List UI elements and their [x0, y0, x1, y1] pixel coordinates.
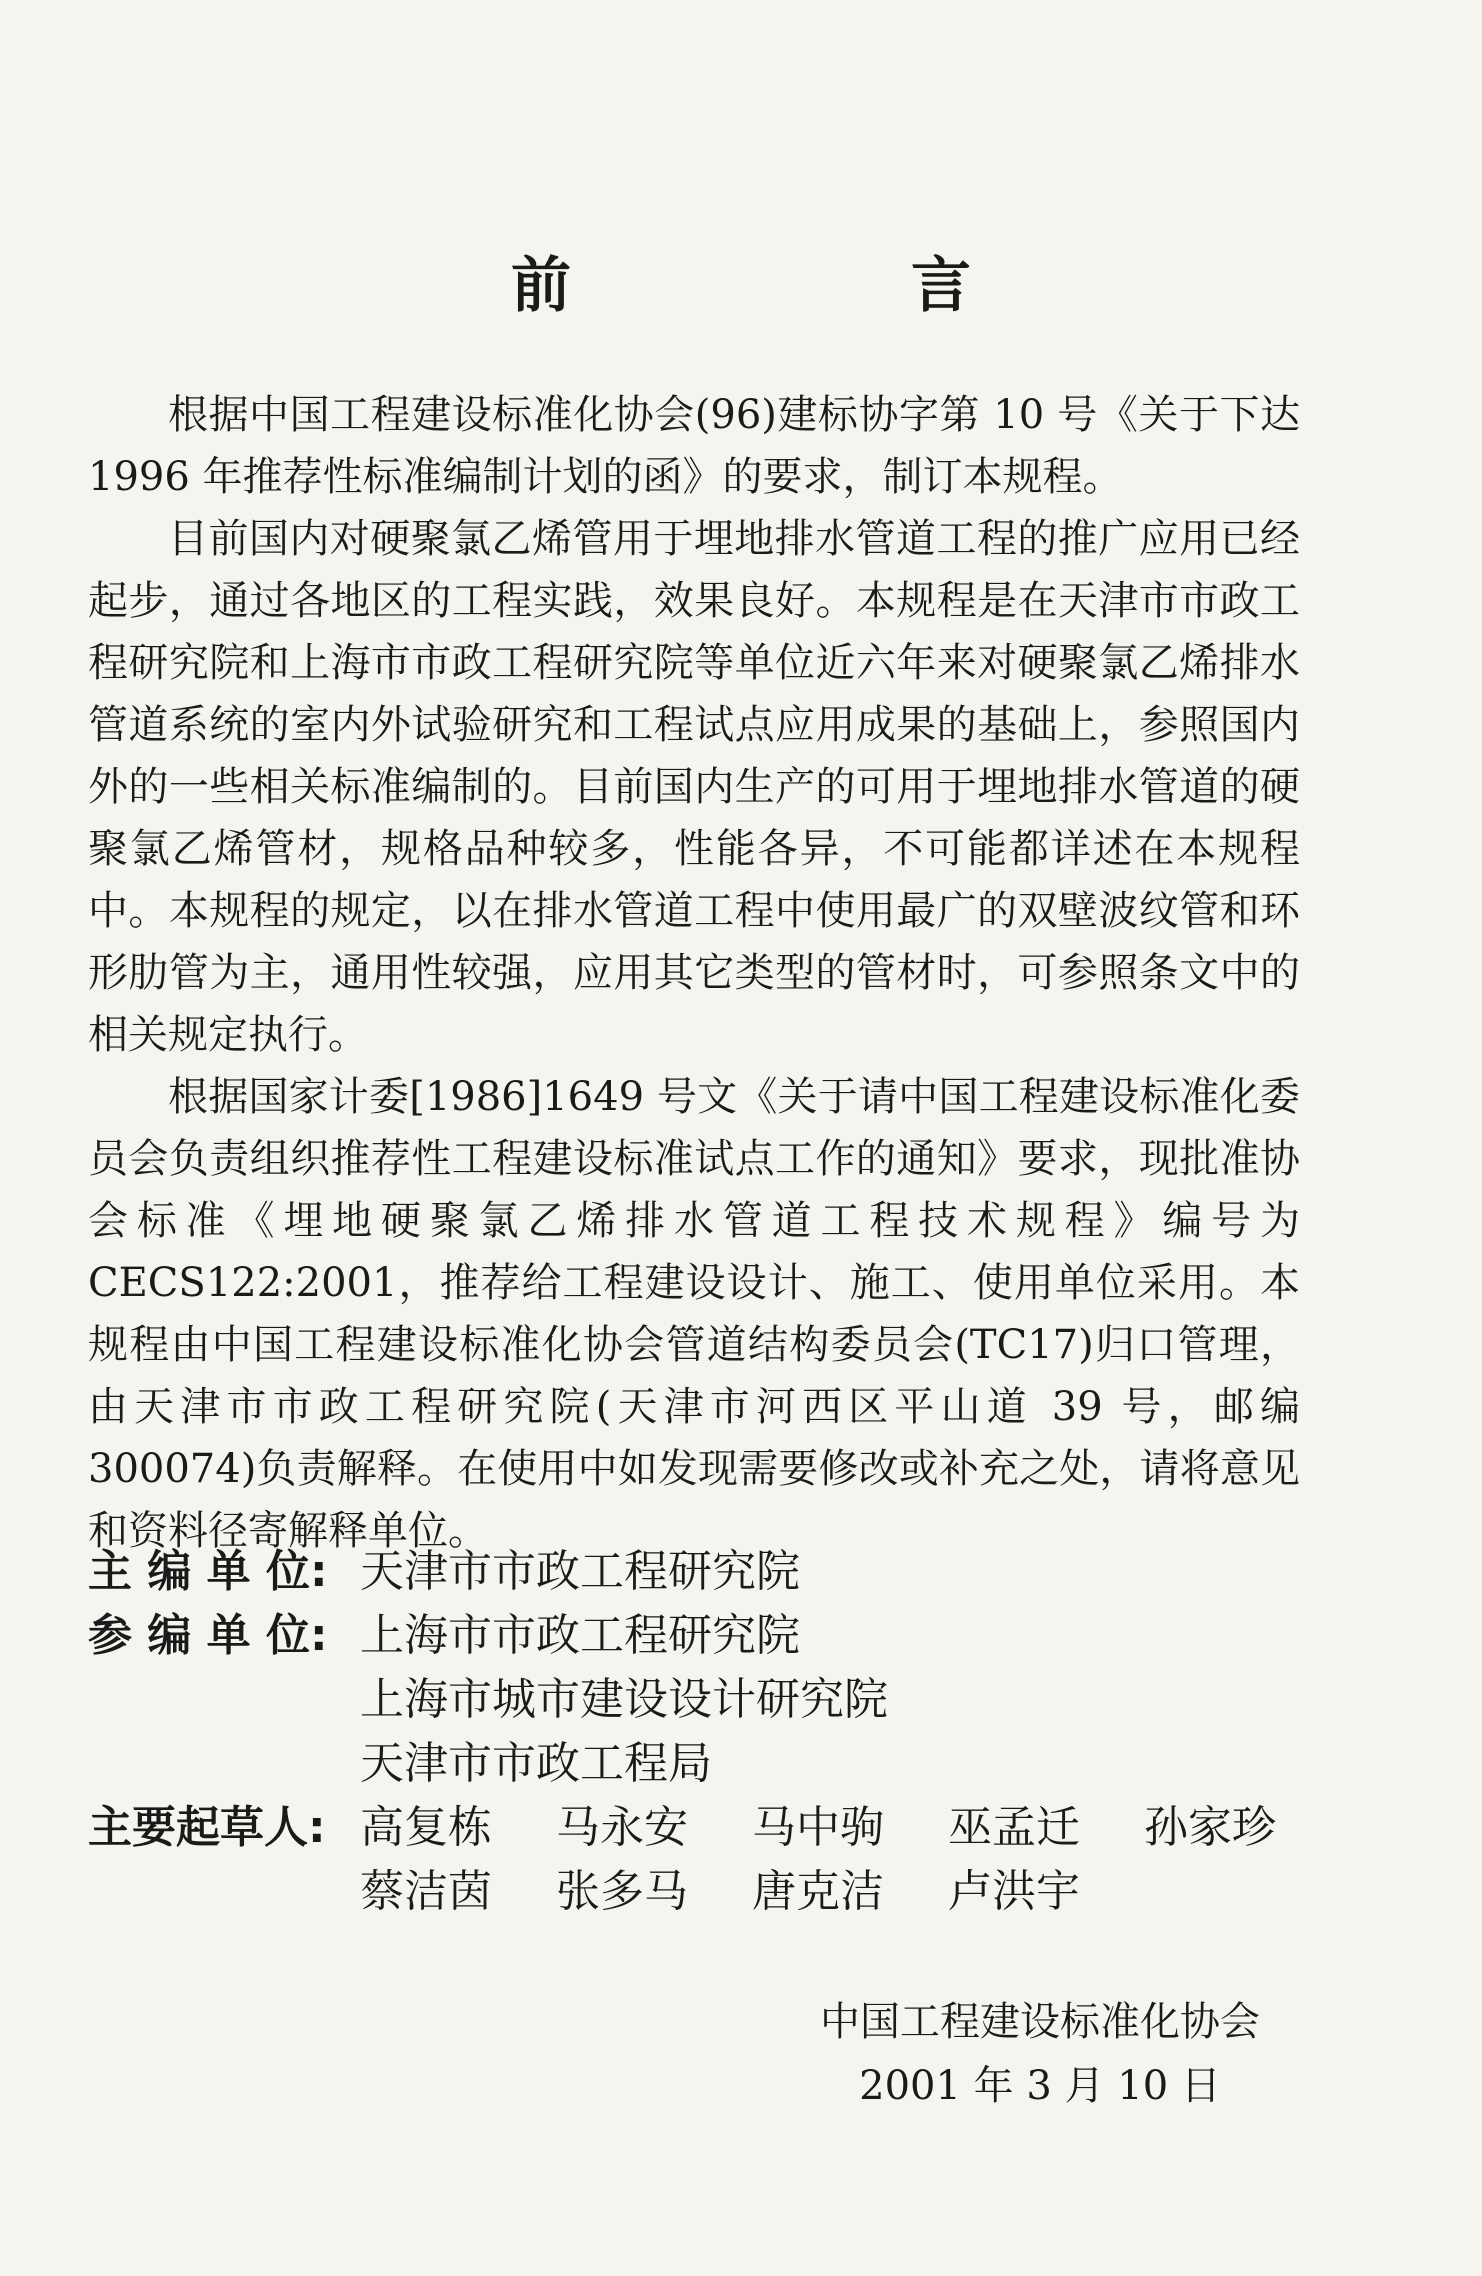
- participant-unit-values: [360, 1604, 1348, 1796]
- participant-unit: 上海市城市建设设计研究院: [360, 1674, 888, 1725]
- participant-unit: 天津市市政工程局: [360, 1738, 712, 1789]
- chief-unit-row: [88, 1540, 1348, 1604]
- drafter-name: 高复栋: [360, 1802, 492, 1853]
- issue-date: 2001 年 3 月 10 日: [859, 2063, 1221, 2109]
- paragraph-1: 根据中国工程建设标准化协会(96)建标协字第 10 号《关于下达 1996 年推荐性标准编制计划的函》的要求，制订本规程。: [88, 392, 1300, 500]
- page-title: 前 言: [511, 251, 1111, 321]
- chief-unit: 天津市市政工程研究院: [360, 1546, 800, 1597]
- drafter-name: 卢洪宇: [948, 1866, 1080, 1917]
- drafters-label: 主要起草人:: [88, 1802, 326, 1853]
- paragraph-3: 根据国家计委[1986]1649 号文《关于请中国工程建设标准化委员会负责组织推荐性工程建设标准试点工作的通知》要求，现批准协会标准《埋地硬聚氯乙烯排水管道工程技术规程》编号为 CECS122:2001，推荐给工程建设设计、施工、使用单位采用。本规程由中国工程建设标准化协会管道结构委员会(TC17)归口管理，由天津市市政工程研究院(天津市河西区平山道 39 号，邮编 300074)负责解释。在使用中如发现需要修改或补充之处，请将意见和资料径寄解释单位。: [88, 1074, 1300, 1554]
- signature-block: [780, 1990, 1300, 2118]
- drafter-name: 巫孟迁: [948, 1802, 1080, 1853]
- drafters-row: [88, 1796, 1348, 1924]
- participant-unit-row: [88, 1604, 1348, 1796]
- foreword-body: [88, 384, 1300, 1562]
- participant-unit: 上海市市政工程研究院: [360, 1610, 800, 1661]
- issuing-organization: 中国工程建设标准化协会: [820, 1999, 1260, 2045]
- drafter-name: 张多马: [556, 1866, 688, 1917]
- participant-unit-label: 参 编 单 位:: [88, 1610, 328, 1661]
- drafter-name: 唐克洁: [752, 1866, 884, 1917]
- drafter-name: 孙家珍: [1144, 1802, 1276, 1853]
- drafter-name: 蔡洁茵: [360, 1866, 492, 1917]
- chief-unit-label: 主 编 单 位:: [88, 1546, 328, 1597]
- drafter-name: 马永安: [556, 1802, 688, 1853]
- paragraph-2: 目前国内对硬聚氯乙烯管用于埋地排水管道工程的推广应用已经起步，通过各地区的工程实践，效果良好。本规程是在天津市市政工程研究院和上海市市政工程研究院等单位近六年来对硬聚氯乙烯排水管道系统的室内外试验研究和工程试点应用成果的基础上，参照国内外的一些相关标准编制的。目前国内生产的可用于埋地排水管道的硬聚氯乙烯管材，规格品种较多，性能各异，不可能都详述在本规程中。本规程的规定，以在排水管道工程中使用最广的双壁波纹管和环形肋管为主，通用性较强，应用其它类型的管材时，可参照条文中的相关规定执行。: [88, 516, 1300, 1058]
- drafter-name: 马中驹: [752, 1802, 884, 1853]
- drafters-list: [360, 1796, 1348, 1924]
- credits-block: [88, 1540, 1348, 1924]
- chief-unit-values: [360, 1540, 1348, 1604]
